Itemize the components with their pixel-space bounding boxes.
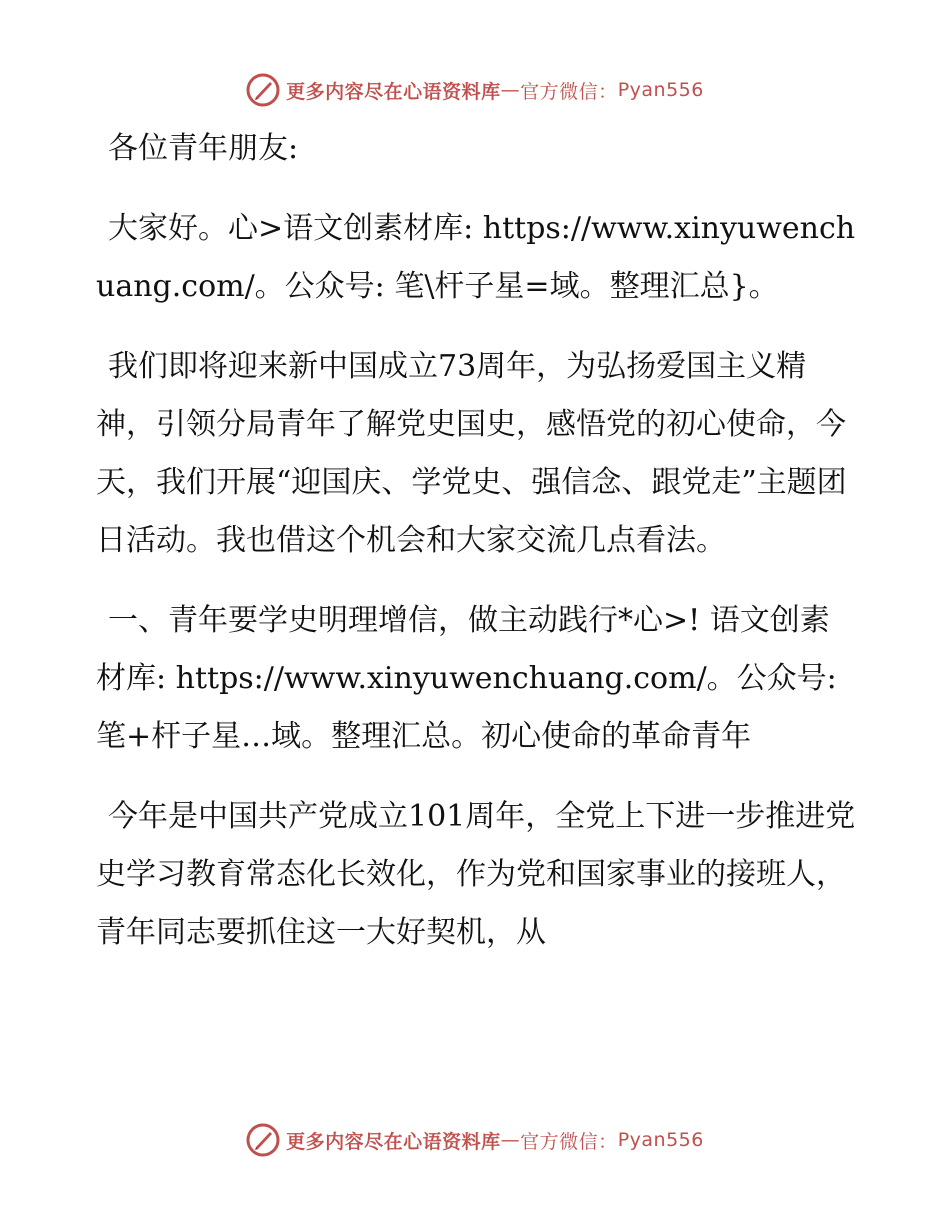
banner-dash: — (500, 1129, 521, 1151)
banner-text: 更多内容尽在心语资料库 (286, 1130, 501, 1153)
paragraph-intro: 我们即将迎来新中国成立73周年，为弘扬爱国主义精神，引领分局青年了解党史国史，感悟党的初心使命，今天，我们开展“迎国庆、学党史、强信念、跟党走”主题团日活动。我也借这个机会和大家交流几点看法。 (96, 349, 847, 558)
quill-logo-icon (246, 73, 280, 107)
document-body (96, 120, 856, 984)
banner-wechat-id: Pyan556 (617, 1129, 704, 1151)
banner-official-label: 官方微信： (520, 1130, 618, 1153)
banner-official-label: 官方微信： (520, 80, 618, 103)
paragraph-greeting: 大家好。心>语文创素材库: https://www.xinyuwenchuang.com/。公众号: 笔\杆子星=域。整理汇总}。 (96, 211, 856, 304)
header-banner (0, 70, 950, 110)
banner-text: 更多内容尽在心语资料库 (286, 80, 501, 103)
banner-dash: — (500, 79, 521, 101)
footer-banner (0, 1120, 950, 1160)
salutation: 各位青年朋友: (108, 131, 299, 166)
section-heading-one: 一、青年要学史明理增信，做主动践行*心>! 语文创素材库: https://www.xinyuwenchuang.com/。公众号: 笔+杆子星…域。整理汇总。初心使命的革命青年 (96, 603, 837, 754)
banner-wechat-id: Pyan556 (617, 79, 704, 101)
quill-logo-icon (246, 1123, 280, 1157)
paragraph-body: 今年是中国共产党成立101周年，全党上下进一步推进党史学习教育常态化长效化，作为党和国家事业的接班人，青年同志要抓住这一大好契机，从 (96, 799, 856, 950)
